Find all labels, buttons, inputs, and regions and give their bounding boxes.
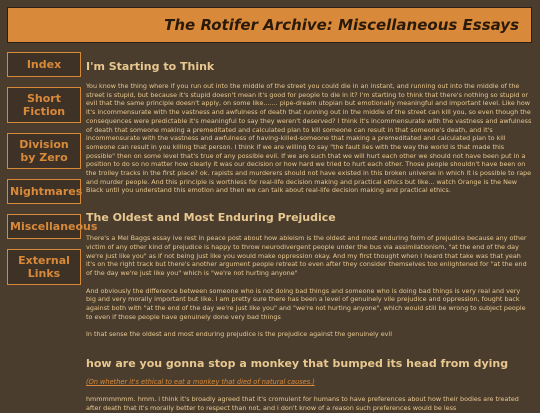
site-title: The Rotifer Archive: Miscellaneous Essays	[164, 16, 519, 34]
nav-item-label: Fiction	[22, 105, 66, 118]
essay-monkey	[86, 357, 532, 412]
essay-title: I'm Starting to Think	[86, 60, 215, 73]
essay-paragraph: And obviously the difference between someone who is not doing bad things and someone who is doing bad things is very real and very big and very morally important but like. I am pretty sure there has been a level of genuinely vile prejudice and oppression, fought back against both with "at the end of the day we're just like you" and "we're not hurting anyone", which would still be wrong to subject people to even if those people have genuinely done very bad things	[86, 286, 526, 321]
nav-item-external-links[interactable]	[7, 249, 81, 285]
nav-item-division-by-zero[interactable]	[7, 133, 81, 169]
nav-item-label: Index	[26, 58, 62, 71]
nav-item-label: External	[18, 254, 70, 267]
essay-paragraph: In that sense the oldest and most enduring prejudice is the prejudice against the genuinely evil	[86, 330, 393, 339]
essay-paragraph: There's a Mel Baggs essay ive rest in peace post about how ableism is the oldest and most enduring form of prejudice because any other victim of any other kind of prejudice is happy to throw neurodivergent people under the bus via assimilationism, "at the end of the day we're just like you" as if not being just like you would make oppression okay. And my first thought when I heard that take was that yeah it's on the right track but there's another argument people retreat to even after they consider themselves too enlightened for "at the end of the day we're just like you" which is "we're not hurting anyone"	[86, 234, 527, 277]
essay-subtitle-link[interactable]: (On whether it's ethical to eat a monkey that died of natural causes.)	[86, 378, 315, 387]
nav-item-index[interactable]	[7, 52, 81, 77]
essay-content[interactable]	[86, 52, 532, 412]
essay-paragraph: You know the thing where if you run out into the middle of the street you could die in an instant, and running out into the middle of the street is stupid, but because it's stupid doesn't mean it's good for people to die in it? I'm starting to think that there's nothing so stupid or evil that the same principle doesn't apply, on some like....... pipe-dream utopian but emotionally meaningful and important level. Like how it's incommensurate with the vastness and awfulness of death that running out in the middle of the street can kill you, so even though the consequences were predictable it's meaningful to say they weren't deserved? I think it's incommensurate with the vastness and awfulness of death that someone making a premeditated and calculated plan to kill someone can result in that someone's death, and it's incommensurate with the vastness and awfulness of having-killed-someone that making a premeditated and calculated plan to kill someone can result in you killing that person. I think if we are willing to say "the fault lies with the way the world is that made this possible" then on some level that's true of any possible evil. If we are such that we will hurt each other we should not have been put in a position to do so no matter how clearly it was our decision or how hard we tried to hurt each other. Those people shouldn't have been on the trolley tracks in the first place? ok. rapists and murderers should not have existed in this broken universe in which it is possible to rape and murder people. And this principle is worthless for real-life decision making and practical ethics but like... watch Orange is the New Black until you understand this emotion and then we can talk about real-life decision making and practical ethics.	[86, 82, 532, 195]
essay-paragraph: hmmmmmmm. hmm. i think it's broadly agreed that it's cromulent for humans to have preferences about how their bodies are treated after death that it's morally better to respect than not, and i don't know of a reason such preferences would be less	[86, 395, 519, 412]
nav-item-label: Links	[27, 267, 61, 280]
nav-item-miscellaneous[interactable]	[7, 214, 98, 239]
nav-item-label: Miscellaneous	[10, 220, 98, 233]
essay-title: The Oldest and Most Enduring Prejudice	[86, 211, 336, 225]
nav-item-label: Division	[19, 138, 69, 151]
nav-item-label: Short	[27, 92, 61, 105]
nav-item-short-fiction[interactable]	[7, 87, 81, 123]
essay-oldest-prejudice	[86, 211, 532, 339]
nav-item-label: by Zero	[20, 151, 68, 164]
essay-title: how are you gonna stop a monkey that bumped its head from dying	[86, 357, 509, 371]
nav-item-nightmares[interactable]	[7, 179, 81, 204]
nav-item-label: Nightmares	[10, 185, 83, 198]
site-banner	[7, 7, 532, 43]
sidebar-nav	[7, 52, 98, 295]
essay-starting-to-think	[86, 60, 532, 195]
